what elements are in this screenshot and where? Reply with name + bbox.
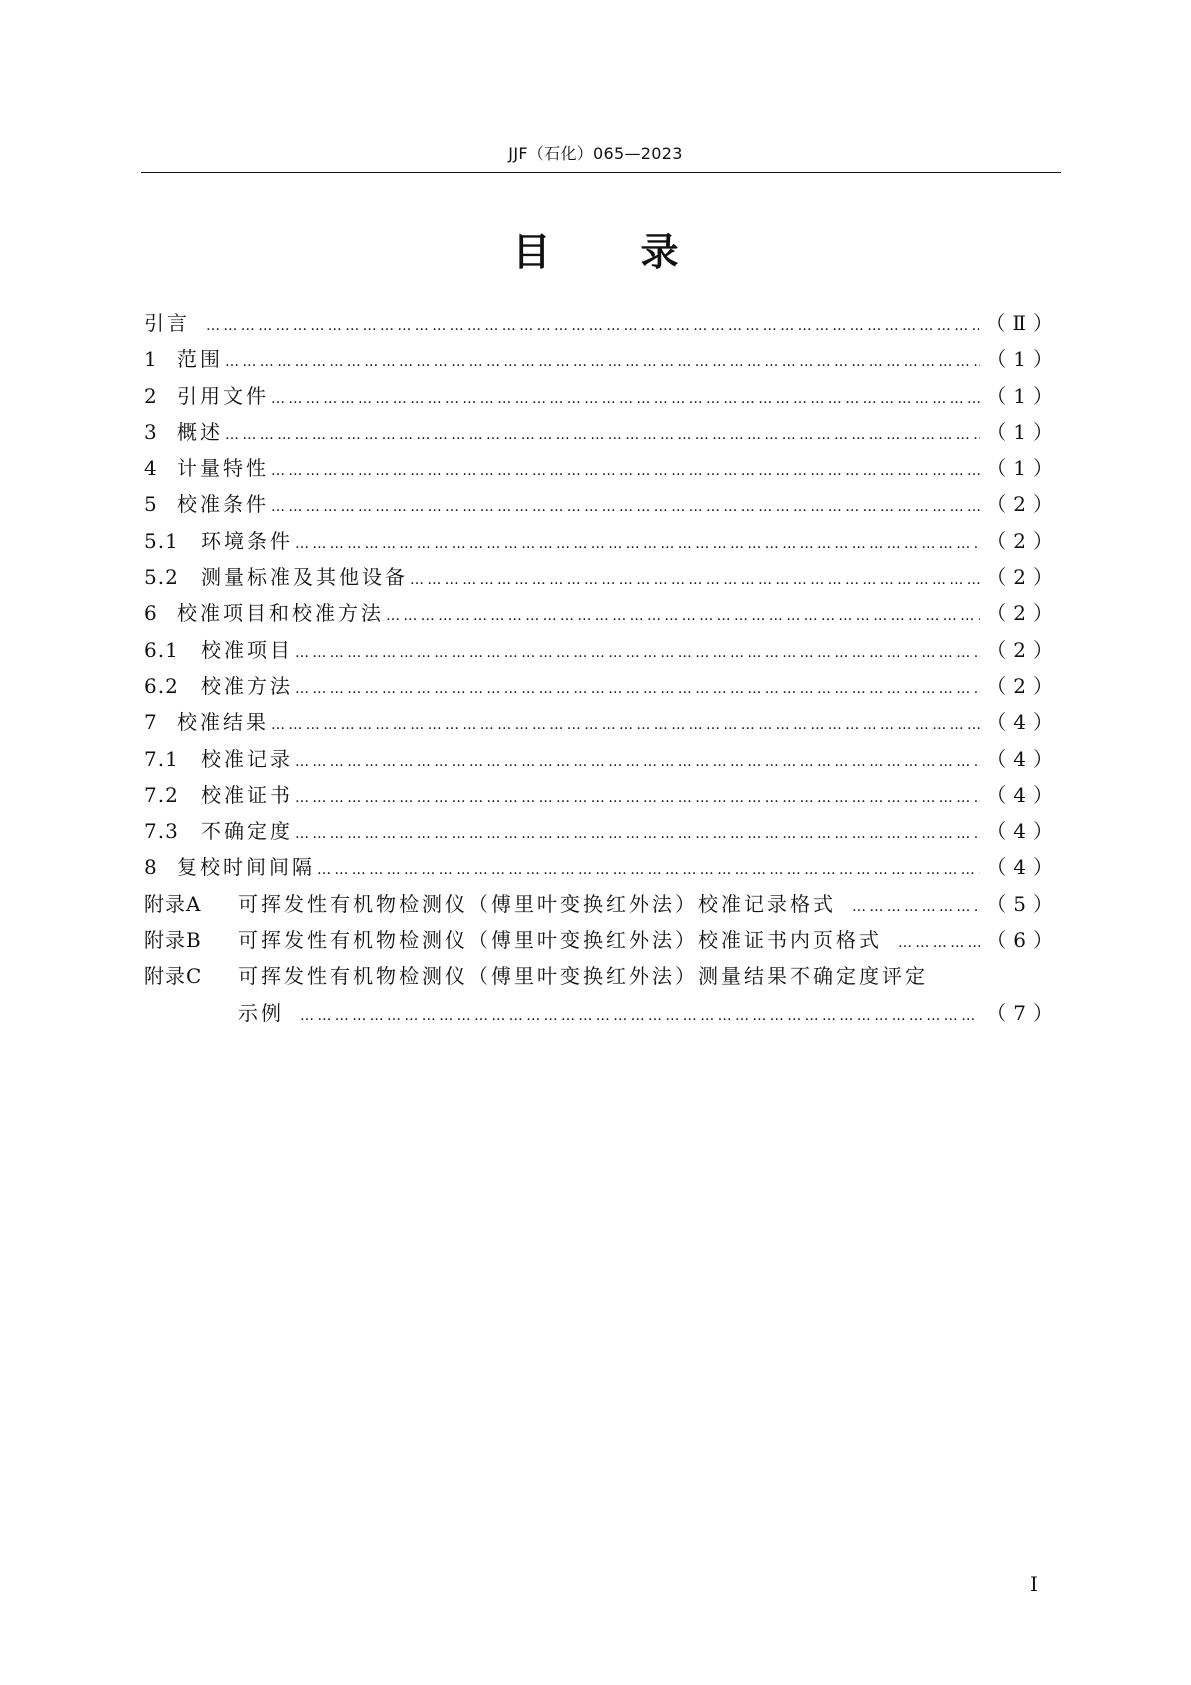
- table-of-contents: [144, 305, 1060, 1031]
- toc-entry-number: 5.1: [144, 528, 179, 553]
- toc-leader-dots: [295, 635, 980, 671]
- toc-entry-label: 可挥发性有机物检测仪（傅里叶变换红外法）测量结果不确定度评定: [238, 964, 928, 989]
- toc-entry-page: （2）: [986, 637, 1060, 662]
- toc-entry-label: 概述: [177, 419, 223, 444]
- toc-entry-7-3[interactable]: [144, 813, 1060, 849]
- toc-entry-page: （6）: [986, 928, 1060, 953]
- toc-title-first-char: 目: [512, 230, 551, 274]
- toc-entry-appendix-c[interactable]: [144, 958, 1060, 994]
- toc-entry-label: 复校时间间隔: [177, 855, 315, 880]
- toc-entry-number: 附录C: [144, 964, 203, 989]
- toc-entry-label: 测量标准及其他设备: [201, 565, 408, 590]
- toc-entry-appendix-a[interactable]: [144, 886, 1060, 922]
- toc-entry-label: 校准证书: [201, 782, 293, 807]
- toc-entry-page: （Ⅱ）: [985, 311, 1060, 335]
- toc-entry-3[interactable]: [144, 414, 1060, 450]
- toc-entry-6-2[interactable]: [144, 668, 1060, 704]
- toc-entry-label: 校准记录: [201, 746, 293, 771]
- toc-entry-number: 5: [144, 492, 158, 517]
- toc-title-second-char: 录: [640, 230, 679, 274]
- document-code-header: JJF（石化）065—2023: [508, 144, 683, 163]
- toc-entry-page: （4）: [986, 819, 1060, 844]
- toc-entry-6-1[interactable]: [144, 632, 1060, 668]
- toc-leader-dots: [225, 417, 980, 453]
- toc-entry-number: 1: [144, 347, 158, 372]
- toc-leader-dots: [225, 344, 980, 380]
- toc-entry-label: 可挥发性有机物检测仪（傅里叶变换红外法）校准记录格式: [238, 891, 836, 916]
- toc-entry-5-1[interactable]: [144, 523, 1060, 559]
- toc-leader-dots: [410, 562, 980, 598]
- toc-leader-dots: [295, 526, 980, 562]
- toc-entry-8[interactable]: [144, 849, 1060, 885]
- toc-entry-5-2[interactable]: [144, 559, 1060, 595]
- toc-entry-6[interactable]: [144, 595, 1060, 631]
- toc-entry-number: 附录A: [144, 891, 202, 916]
- toc-entry-page: （2）: [986, 673, 1060, 698]
- toc-entry-label: 计量特性: [177, 456, 269, 481]
- toc-entry-label: 校准项目: [201, 637, 293, 662]
- toc-entry-number: 7.2: [144, 782, 179, 807]
- toc-entry-page: （7）: [986, 1000, 1060, 1025]
- toc-entry-label: 校准条件: [177, 492, 269, 517]
- toc-leader-dots: [206, 308, 979, 344]
- toc-leader-dots: [295, 744, 980, 780]
- toc-entry-number: 7.3: [144, 819, 179, 844]
- toc-leader-dots: [317, 852, 980, 888]
- toc-entry-page: （4）: [986, 782, 1060, 807]
- toc-entry-introduction[interactable]: [144, 305, 1060, 341]
- toc-entry-4[interactable]: [144, 450, 1060, 486]
- toc-entry-number: 7: [144, 710, 158, 735]
- toc-entry-number: 附录B: [144, 928, 202, 953]
- toc-entry-number: 8: [144, 855, 158, 880]
- toc-entry-label: 范围: [177, 347, 223, 372]
- toc-entry-label: 校准方法: [201, 673, 293, 698]
- toc-entry-page: （2）: [986, 601, 1060, 626]
- toc-leader-dots: [271, 453, 980, 489]
- toc-entry-1[interactable]: [144, 341, 1060, 377]
- toc-entry-7[interactable]: [144, 704, 1060, 740]
- toc-leader-dots: [898, 925, 980, 961]
- toc-entry-5[interactable]: [144, 486, 1060, 522]
- toc-entry-label: 不确定度: [201, 819, 293, 844]
- toc-entry-page: （2）: [986, 492, 1060, 517]
- toc-entry-number: 3: [144, 419, 158, 444]
- toc-leader-dots: [271, 489, 980, 525]
- toc-leader-dots: [271, 381, 980, 417]
- toc-entry-label: 引用文件: [177, 383, 269, 408]
- toc-entry-page: （4）: [986, 855, 1060, 880]
- toc-entry-page: （4）: [986, 746, 1060, 771]
- toc-entry-page: （2）: [986, 565, 1060, 590]
- toc-leader-dots: [386, 598, 980, 634]
- toc-entry-number: 2: [144, 383, 158, 408]
- toc-entry-label: 校准项目和校准方法: [177, 601, 384, 626]
- toc-entry-label: 环境条件: [201, 528, 293, 553]
- toc-entry-appendix-b[interactable]: [144, 922, 1060, 958]
- toc-entry-7-2[interactable]: [144, 777, 1060, 813]
- toc-title: [0, 221, 1191, 276]
- toc-entry-number: 6: [144, 601, 158, 626]
- toc-entry-number: 7.1: [144, 746, 179, 771]
- toc-entry-label: 校准结果: [177, 710, 269, 735]
- toc-entry-page: （1）: [986, 347, 1060, 372]
- toc-leader-dots: [295, 671, 980, 707]
- toc-entry-page: （4）: [986, 710, 1060, 735]
- toc-entry-number: 4: [144, 456, 158, 481]
- toc-entry-page: （5）: [986, 891, 1060, 916]
- toc-entry-page: （1）: [986, 383, 1060, 408]
- toc-entry-number: 6.2: [144, 673, 179, 698]
- toc-entry-label: 引言: [144, 311, 190, 335]
- toc-entry-appendix-c-continued[interactable]: [144, 995, 1060, 1031]
- toc-leader-dots: [271, 707, 980, 743]
- toc-entry-number: 5.2: [144, 565, 179, 590]
- toc-entry-page: （1）: [986, 456, 1060, 481]
- toc-leader-dots: [300, 998, 980, 1034]
- toc-entry-page: （1）: [986, 419, 1060, 444]
- page-number: Ⅰ: [1030, 1572, 1038, 1596]
- toc-entry-label: 可挥发性有机物检测仪（傅里叶变换红外法）校准证书内页格式: [238, 928, 882, 953]
- toc-entry-page: （2）: [986, 528, 1060, 553]
- toc-leader-dots: [295, 780, 980, 816]
- toc-entry-number: 6.1: [144, 637, 179, 662]
- toc-entry-2[interactable]: [144, 378, 1060, 414]
- toc-leader-dots: [295, 816, 980, 852]
- header-divider: [141, 172, 1061, 173]
- toc-leader-dots: [852, 889, 980, 925]
- toc-entry-7-1[interactable]: [144, 741, 1060, 777]
- toc-entry-label: 示例: [238, 1000, 284, 1025]
